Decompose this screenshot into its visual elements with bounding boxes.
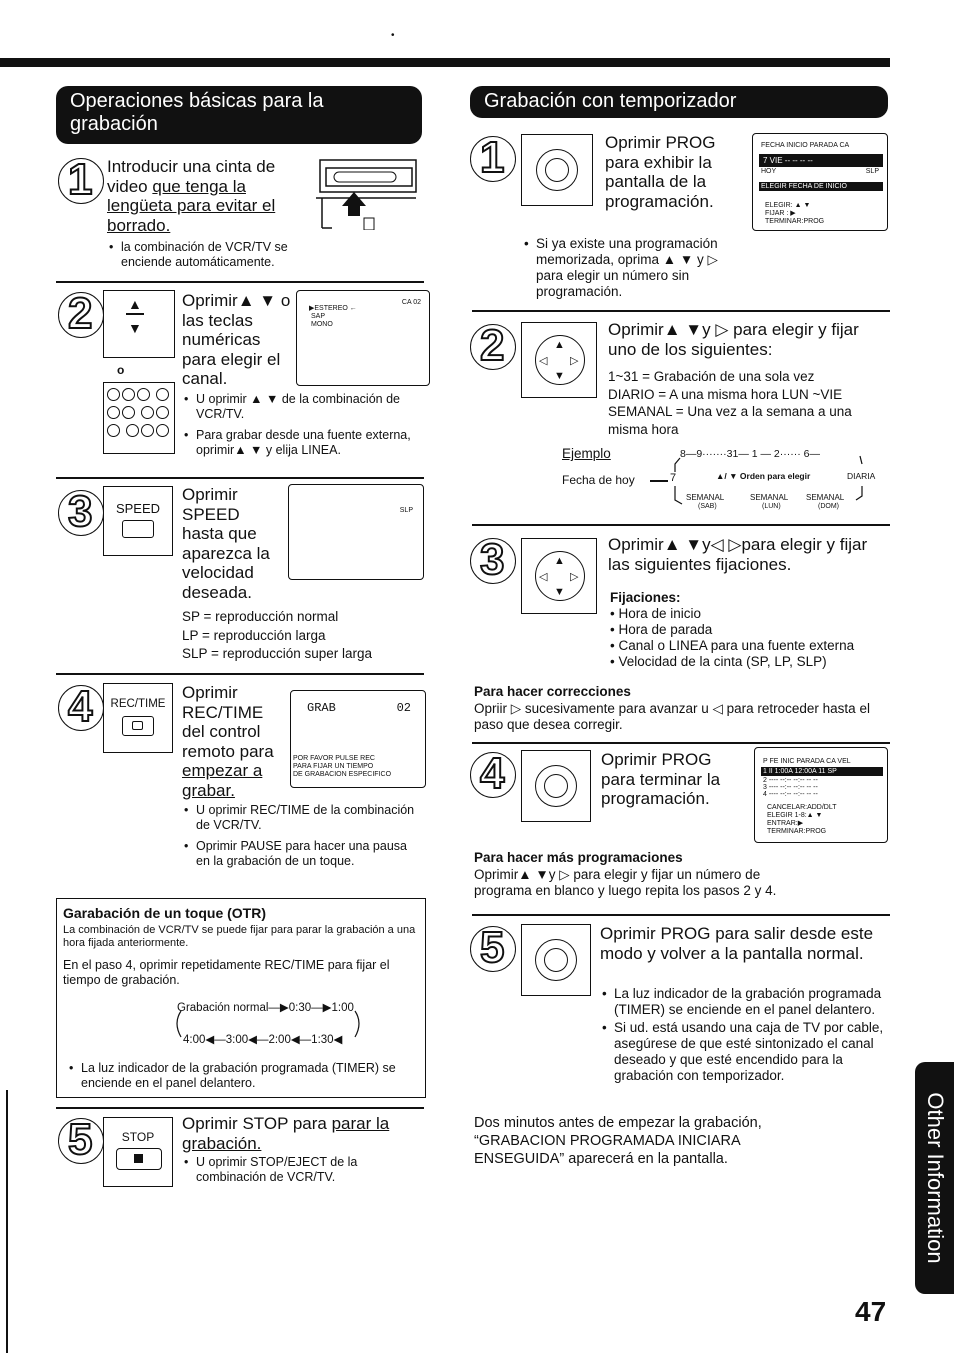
timer-step-5-bullets (600, 986, 890, 1084)
step-2-bullet-1: • U oprimir ▲ ▼ de la combinación de VCR/TV. (182, 392, 427, 422)
setting-speed-label: Velocidad de la cinta (SP, LP, SLP) (618, 654, 827, 669)
grab-label: GRAB (307, 701, 336, 715)
speed-screen-slp: SLP (399, 507, 413, 514)
option-once: 1~31 = Grabación de una sola vez (608, 369, 815, 384)
stop-key-box (103, 1117, 173, 1187)
step-5-text-a: Oprimir STOP para (182, 1114, 332, 1133)
left-divider-3 (56, 673, 424, 675)
dpad-right-icon: ▷ (570, 571, 579, 583)
speed-lp: LP = reproducción larga (182, 627, 326, 643)
step-1-bullets (107, 240, 337, 270)
prog-key-box-4 (521, 750, 591, 822)
dpad-icon (535, 335, 585, 385)
step-5-text-b: parar la grabación. (182, 1114, 390, 1153)
prog-screen-l3: TERMINAR:PROG (765, 218, 825, 225)
step-2-bullets (182, 392, 427, 458)
timer-step-4-number: 4 (480, 749, 505, 798)
step-4-text-b: empezar a grabar. (182, 761, 263, 800)
dpad-icon (535, 551, 585, 601)
key-icon (141, 424, 154, 437)
prog4-row-1: 1 II 1:00A 12:00A 11 SP (761, 767, 883, 776)
grab-screen (290, 690, 426, 788)
prog-key-box-5 (521, 924, 591, 996)
right-divider-4 (472, 914, 890, 916)
example-sun: (DOM) (818, 503, 839, 510)
grab-channel: 02 (396, 701, 411, 715)
dpad-up-icon: ▲ (554, 339, 565, 351)
screen-channel: CA 02 (401, 299, 421, 306)
key-icon (126, 424, 139, 437)
side-tab-label: Other Information (922, 1092, 948, 1264)
example-weekly-3: SEMANAL (806, 493, 845, 502)
prog-key-box-1 (521, 134, 593, 206)
timer-step-5-bullet-2: • Si ud. está usando una caja de TV por cable, asegúrese de que esté sintonizado el canal deseado y que esté encendido para la grabación con temporizador. (600, 1020, 890, 1084)
settings-title: Fijaciones: (610, 590, 681, 605)
step-1-bullet: • la combinación de VCR/TV se enciende automáticamente. (107, 240, 337, 270)
right-divider-2 (472, 524, 890, 526)
prog-button-icon (535, 765, 577, 807)
prog-screen-row: 7 VIE -- -- -- -- (759, 154, 883, 167)
prog4-l3: ENTRAR:▶ (767, 820, 804, 827)
left-divider-1 (56, 281, 424, 283)
step-5-text (182, 1114, 422, 1153)
rectime-key-label: REC/TIME (110, 698, 166, 710)
key-icon (107, 424, 120, 437)
dpad-left-icon: ◁ (539, 355, 548, 367)
dpad-up-icon: ▲ (554, 555, 565, 567)
rectime-key-box (103, 683, 173, 753)
step-3-number: 3 (68, 487, 93, 536)
left-edge-line (6, 1090, 8, 1353)
stop-button-icon (116, 1148, 162, 1170)
timer-step-5-text: Oprimir PROG para salir desde este modo y volver a la pantalla normal. (600, 924, 874, 963)
example-order: ▲/ ▼ Orden para elegir (716, 471, 811, 481)
key-icon (122, 388, 135, 401)
prog-button-inner (544, 774, 568, 798)
prog-button-inner (544, 948, 568, 972)
grab-msg-2: PARA FIJAR UN TIEMPO (293, 763, 374, 770)
step-2-text: Oprimir▲ ▼ o las teclas numéricas para elegir el canal. (182, 291, 291, 388)
key-icon (141, 406, 154, 419)
speed-button-icon (122, 520, 154, 538)
step-3-text: Oprimir SPEED hasta que aparezca la velocidad deseada. (182, 485, 270, 602)
more-programs-text: Oprimir▲ ▼y ▷ para elegir y fijar un número de programa en blanco y luego repita los pasos 2 y 4. (474, 867, 777, 898)
timer-step-3-number: 3 (480, 535, 505, 584)
dpad-key-box-3 (521, 538, 597, 614)
right-section-header: Grabación con temporizador (470, 86, 888, 118)
cassette-illustration (312, 158, 418, 230)
step-2-bullet-2: • Para grabar desde una fuente externa, oprimir▲ ▼ y elija LINEA. (182, 428, 427, 458)
example-arrows (670, 450, 870, 512)
example-daily: DIARIA (847, 471, 876, 481)
otr-p2: En el paso 4, oprimir repetidamente REC/TIME para fijar el tiempo de grabación. (63, 958, 390, 987)
speed-definitions (182, 608, 422, 664)
right-divider-1 (472, 310, 890, 312)
timer-step-5-bullet-1: • La luz indicador de la grabación programada (TIMER) se enciende en el panel delantero. (600, 986, 890, 1018)
timer-step-2-options (608, 368, 888, 438)
step-4-bullet-2: • Oprimir PAUSE para hacer una pausa en la grabación de un toque. (182, 839, 422, 869)
channel-keys-box (103, 290, 175, 358)
prog4-l2: ELEGIR 1-8:▲ ▼ (767, 812, 823, 819)
speed-screen (288, 484, 424, 580)
key-icon (137, 388, 150, 401)
example-weekly-2: SEMANAL (750, 493, 789, 502)
prog4-row-4: 4 ---- --:-- --:-- -- -- (763, 791, 818, 798)
top-rule (0, 58, 890, 67)
key-icon (107, 406, 120, 419)
channel-screen (296, 290, 430, 386)
step-1-number: 1 (68, 155, 93, 204)
prog4-l1: CANCELAR:ADD/DLT (767, 804, 837, 811)
step-4-bullets (182, 803, 422, 869)
dpad-down-icon: ▼ (554, 586, 565, 598)
timer-step-2-text: Oprimir▲ ▼y ▷ para elegir y fijar uno de los siguientes: (608, 320, 859, 359)
screen-mono: MONO (311, 321, 333, 328)
up-arrow-icon: ▲ (128, 296, 142, 312)
option-daily: DIARIO = A una misma hora LUN ~VIE (608, 386, 843, 402)
page-number: 47 (855, 1296, 887, 1327)
key-icon (156, 424, 169, 437)
prog4-l4: TERMINAR:PROG (767, 828, 827, 835)
left-section-header: Operaciones básicas para la grabación (56, 86, 422, 144)
step-4-text-a: Oprimir REC/TIME del control remoto para (182, 683, 274, 761)
screen-stereo: ▶ESTEREO ← (309, 305, 357, 312)
key-divider (126, 313, 144, 315)
example-sat: (SAB) (698, 503, 717, 510)
step-4-number: 4 (68, 682, 93, 731)
key-icon (107, 388, 120, 401)
right-divider-3 (472, 742, 890, 744)
prog-screen-l2: FIJAR : ▶ (765, 210, 796, 217)
otr-cycle-top: Grabación normal—▶0:30—▶1:00 (177, 1002, 354, 1014)
prog-screen-l1: ELEGIR: ▲ ▼ (765, 202, 811, 209)
timer-step-1-bullets (522, 236, 747, 300)
more-programs-title: Para hacer más programaciones (474, 850, 683, 865)
side-tab (915, 1062, 954, 1294)
example-dash (650, 480, 668, 482)
step-5-bullets (182, 1155, 412, 1185)
corrections-title: Para hacer correcciones (474, 684, 631, 699)
prog-button-icon (536, 149, 578, 191)
prog-button-inner (545, 158, 569, 182)
setting-start-label: Hora de inicio (618, 606, 702, 621)
prog-screen-hoy: HOY (761, 168, 777, 175)
step-4-text (182, 683, 287, 800)
prog4-row-2: 2 ---- --:-- --:-- -- -- (763, 777, 818, 784)
step-2-number: 2 (68, 289, 93, 338)
prog-screen-1 (752, 133, 888, 231)
record-symbol-icon (132, 721, 143, 730)
prog-button-icon (535, 939, 577, 981)
otr-title: Garabación de un toque (OTR) (63, 905, 267, 921)
corrections-text: Opriir ▷ sucesivamente para avanzar u ◁ para retroceder hasta el paso que desea corregir. (474, 701, 870, 732)
otr-p1: La combinación de VCR/TV se puede fijar para parar la grabación a una hora fijada anteriormente. (63, 924, 416, 949)
step-5-number: 5 (68, 1115, 93, 1164)
footer-note: Dos minutos antes de empezar la grabación, “GRABACION PROGRAMADA INICIARA ENSEGUIDA” aparecerá en la pantalla. (474, 1115, 762, 1167)
step-5-bullet: • U oprimir STOP/EJECT de la combinación de VCR/TV. (182, 1155, 412, 1185)
prog4-cols: P FE INIC PARADA CA VEL (763, 758, 851, 765)
timer-step-1-bullet: • Si ya existe una programación memorizada, oprima ▲ ▼ y ▷ para elegir un número sin programación. (522, 236, 747, 300)
step-1-text (107, 157, 302, 235)
otr-bullet: • La luz indicador de la grabación programada (TIMER) se enciende en el panel delantero. (67, 1061, 412, 1091)
example-label: Ejemplo (562, 446, 611, 461)
example-sequence: 8—9·······31— 1 — 2······ 6— (680, 448, 821, 460)
otr-bullets (67, 1061, 412, 1091)
speed-key-label: SPEED (115, 501, 161, 516)
prog-screen-4 (754, 747, 888, 843)
timer-step-5-number: 5 (480, 923, 505, 972)
option-weekly: SEMANAL = Una vez a la semana a una misma hora (608, 404, 852, 437)
dpad-right-icon: ▷ (570, 355, 579, 367)
keypad-or-label: o (117, 363, 125, 377)
timer-step-1-text: Oprimir PROG para exhibir la pantalla de la programación. (605, 133, 716, 211)
dpad-left-icon: ◁ (539, 571, 548, 583)
dpad-down-icon: ▼ (554, 370, 565, 382)
down-arrow-icon: ▼ (128, 320, 142, 336)
setting-stop-label: Hora de parada (618, 622, 713, 637)
otr-box (56, 898, 426, 1098)
speed-slp: SLP = reproducción super larga (182, 646, 372, 661)
example-weekly-1: SEMANAL (686, 493, 725, 502)
otr-cycle-bottom: 4:00◀—3:00◀—2:00◀—1:30◀ (183, 1034, 343, 1046)
numeric-keypad (103, 382, 175, 454)
setting-channel-label: Canal o LINEA para una fuente externa (618, 638, 855, 653)
prog-screen-slp: SLP (865, 168, 879, 175)
step-4-bullet-1: • U oprimir REC/TIME de la combinación de VCR/TV. (182, 803, 422, 833)
timer-step-3-text: Oprimir▲ ▼y◁ ▷para elegir y fijar las siguientes fijaciones. (608, 535, 868, 574)
key-icon (156, 406, 169, 419)
prog4-row-3: 3 ---- --:-- --:-- -- -- (763, 784, 818, 791)
settings-list (610, 606, 890, 670)
prog-screen-cols: FECHA INICIO PARADA CA (761, 142, 850, 149)
step-1-text-a: Introducir una cinta de video (107, 157, 276, 196)
timer-step-4-text: Oprimir PROG para terminar la programación. (601, 750, 721, 808)
key-icon (122, 406, 135, 419)
dpad-key-box-2 (521, 322, 597, 398)
speed-sp: SP = reproducción normal (182, 609, 339, 624)
speed-key-box (103, 486, 173, 556)
setting-channel: • Canal o LINEA para una fuente externa (610, 638, 855, 653)
setting-stop: • Hora de parada (610, 622, 713, 637)
stop-key-label: STOP (121, 1130, 155, 1144)
step-1-text-b: que tenga la lengüeta para evitar el borrado. (107, 176, 276, 235)
grab-msg-1: POR FAVOR PULSE REC (293, 755, 375, 762)
top-dot: • (391, 30, 395, 41)
example-mon: (LUN) (762, 503, 781, 510)
grab-msg-3: DE GRABACION ESPECIFICO (293, 771, 392, 778)
left-divider-2 (56, 477, 424, 479)
prog-screen-bar: ELEGIR FECHA DE INICIO (759, 182, 883, 191)
setting-start: • Hora de inicio (610, 606, 702, 621)
setting-speed: • Velocidad de la cinta (SP, LP, SLP) (610, 654, 827, 669)
left-divider-4 (56, 1107, 424, 1109)
key-icon (156, 388, 169, 401)
timer-step-2-number: 2 (480, 321, 505, 370)
timer-step-1-number: 1 (480, 133, 505, 182)
example-seven: 7 (670, 472, 677, 484)
rectime-button-icon (122, 716, 154, 736)
stop-square-icon (134, 1154, 143, 1163)
example-today: Fecha de hoy (562, 473, 635, 487)
screen-sap: SAP (311, 313, 326, 320)
